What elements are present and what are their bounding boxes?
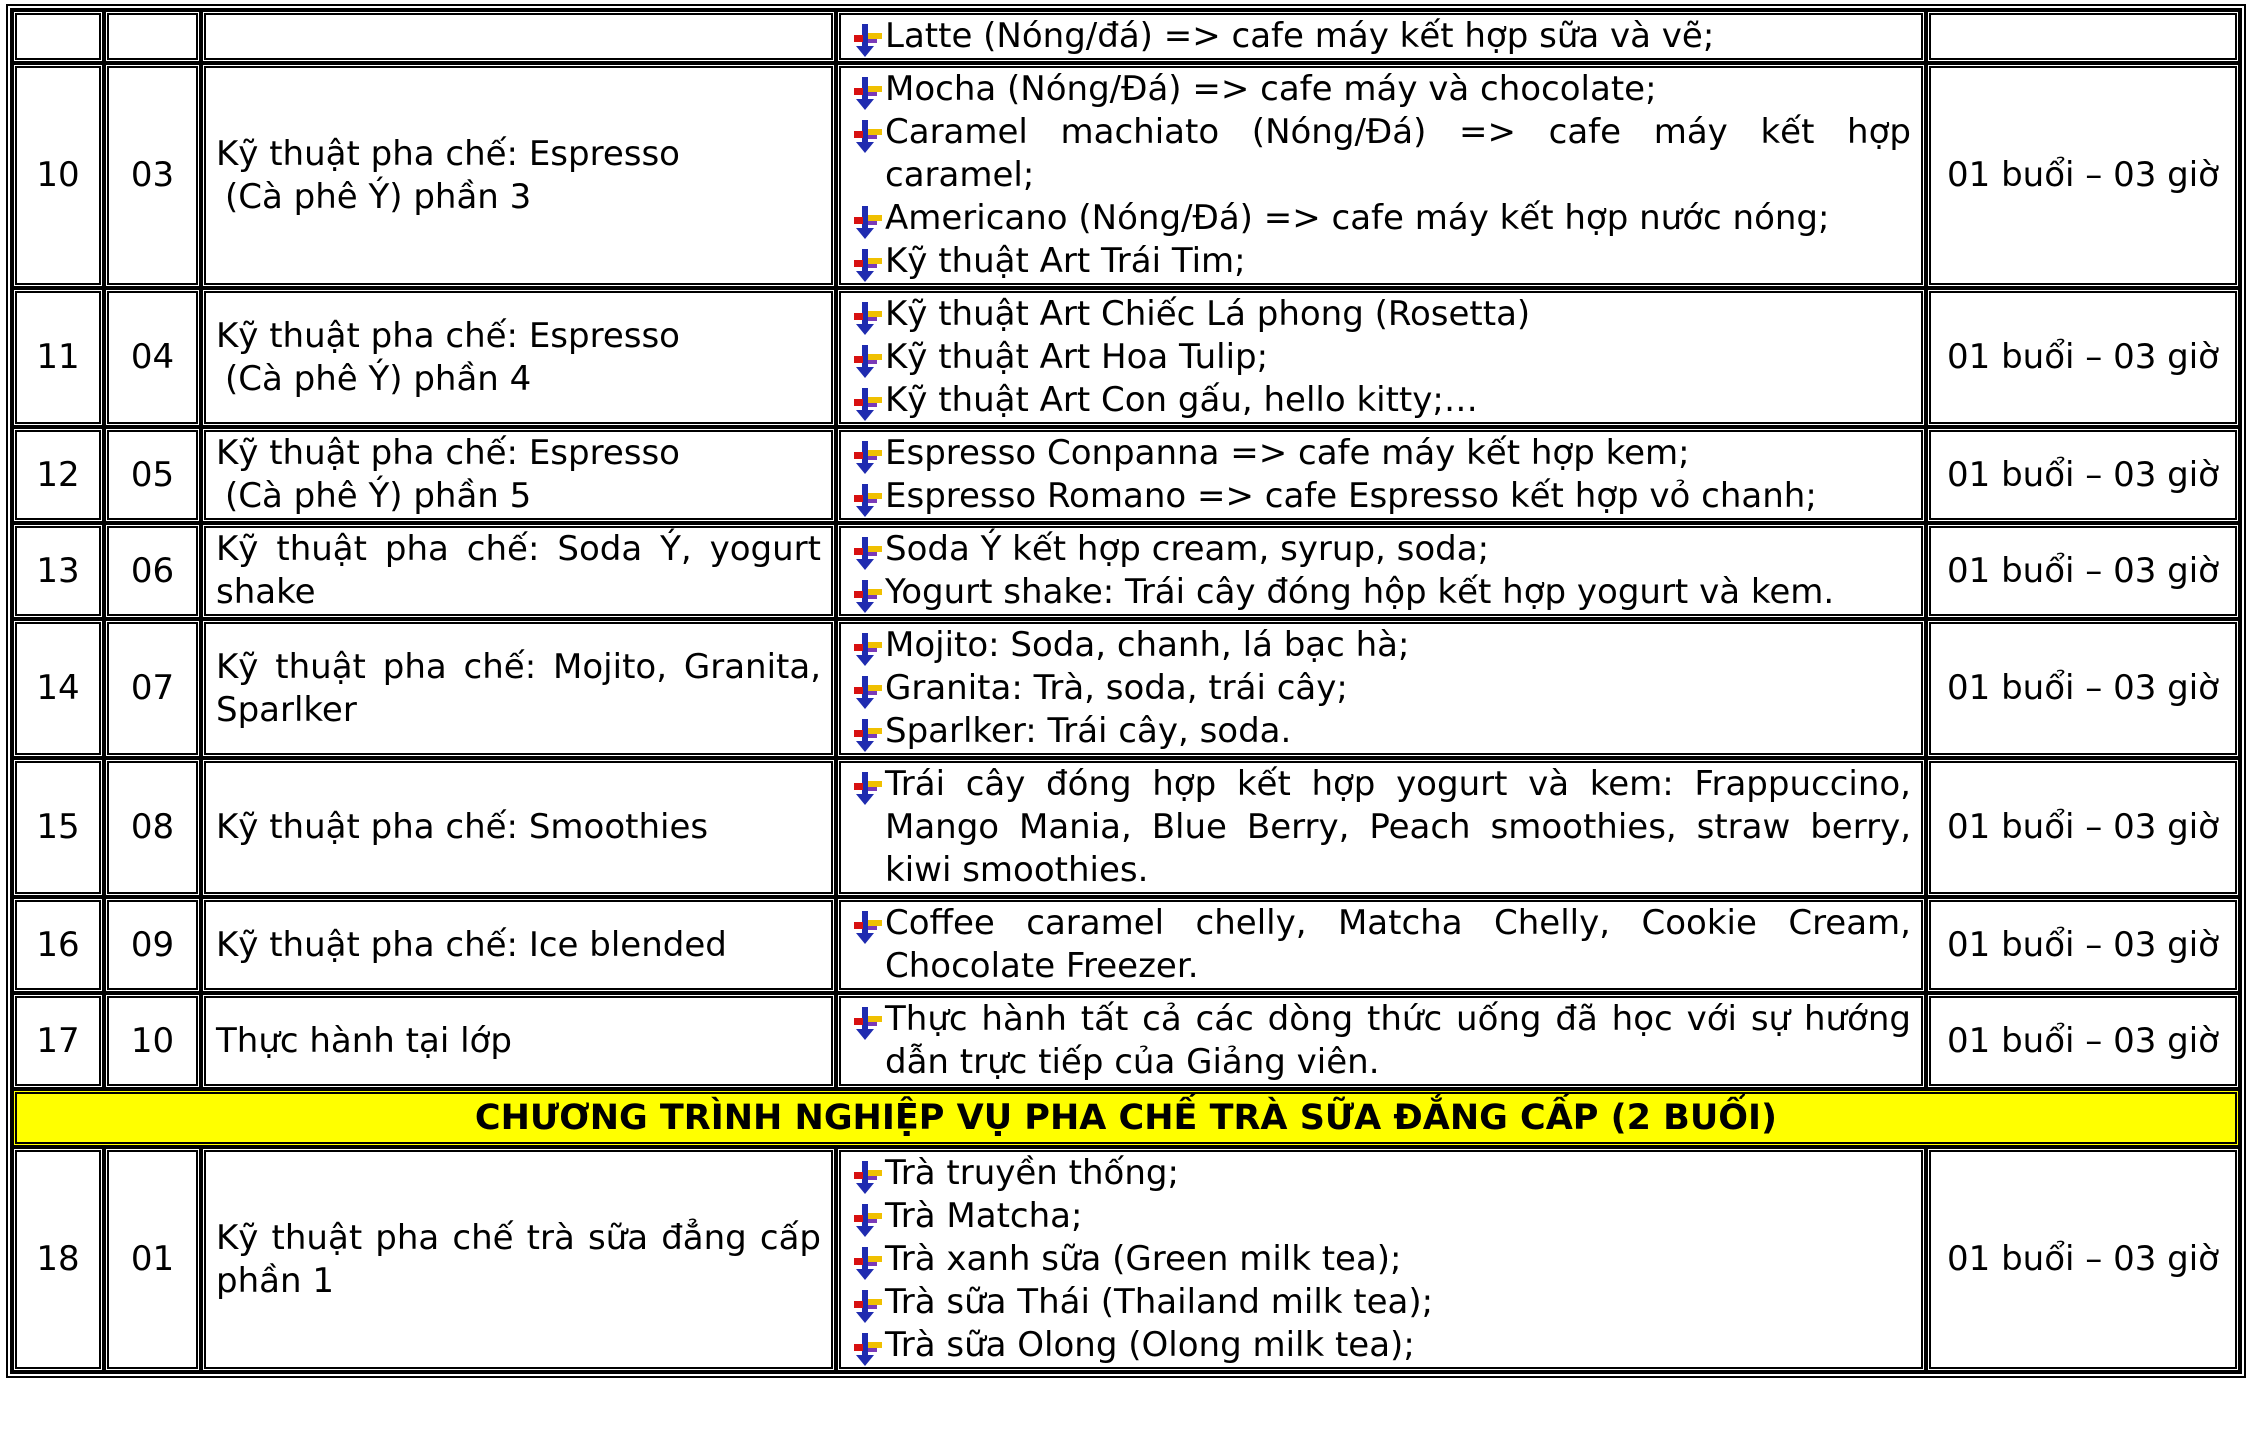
lesson-title-line: Thực hành tại lớp <box>216 1020 512 1061</box>
content-list-item <box>851 432 1911 475</box>
bullet-arrow-icon <box>851 710 885 753</box>
lesson-title-line: (Cà phê Ý) phần 4 <box>225 358 532 399</box>
content-list-item <box>851 624 1911 667</box>
lesson-title-line: Kỹ thuật pha chế: Espresso <box>216 315 680 356</box>
content-list-item <box>851 1281 1911 1324</box>
content-item-text: Espresso Conpanna => cafe máy kết hợp kem; <box>885 433 1690 473</box>
lesson-content-cell <box>836 897 1926 993</box>
content-list-item <box>851 1152 1911 1195</box>
bullet-arrow-icon <box>851 1195 885 1238</box>
content-item-text: Trà Matcha; <box>885 1196 1083 1236</box>
bullet-arrow-icon <box>851 902 885 945</box>
table-row <box>12 288 2240 427</box>
table-row <box>12 1147 2240 1372</box>
lesson-content-cell <box>836 758 1926 897</box>
lesson-title-cell <box>201 619 836 758</box>
bullet-arrow-icon <box>851 432 885 475</box>
lesson-content-cell <box>836 993 1926 1089</box>
content-list-item <box>851 240 1911 283</box>
duration-cell: 01 buổi – 03 giờ <box>1926 758 2240 897</box>
bullet-arrow-icon <box>851 998 885 1041</box>
content-item-text: Espresso Romano => cafe Espresso kết hợp vỏ chanh; <box>885 476 1817 516</box>
table-row <box>12 10 2240 63</box>
content-item-text: Trái cây đóng hợp kết hợp yogurt và kem: Frappuccino, Mango Mania, Blue Berry, Peach smoothies, straw berry, kiwi smoothies. <box>885 764 1911 890</box>
table-row <box>12 619 2240 758</box>
lesson-number-cell: 06 <box>104 523 201 619</box>
lesson-title-line: Kỹ thuật pha chế: Soda Ý, yogurt shake <box>216 529 821 612</box>
content-list-item <box>851 710 1911 753</box>
content-list-item <box>851 68 1911 111</box>
duration-cell: 01 buổi – 03 giờ <box>1926 523 2240 619</box>
row-index-cell: 14 <box>12 619 104 758</box>
lesson-title-cell <box>201 427 836 523</box>
content-item-text: Kỹ thuật Art Con gấu, hello kitty;… <box>885 380 1478 420</box>
duration-cell: 01 buổi – 03 giờ <box>1926 897 2240 993</box>
content-list-item <box>851 293 1911 336</box>
row-index-cell: 16 <box>12 897 104 993</box>
lesson-title-cell <box>201 758 836 897</box>
bullet-arrow-icon <box>851 240 885 283</box>
content-list-item <box>851 528 1911 571</box>
content-item-text: Trà sữa Olong (Olong milk tea); <box>885 1325 1415 1365</box>
lesson-title-line: (Cà phê Ý) phần 5 <box>225 476 532 516</box>
bullet-arrow-icon <box>851 571 885 614</box>
section-title: CHƯƠNG TRÌNH NGHIỆP VỤ PHA CHẾ TRÀ SỮA ĐẲNG CẤP (2 BUỔI) <box>12 1089 2240 1147</box>
duration-cell: 01 buổi – 03 giờ <box>1926 288 2240 427</box>
content-item-text: Sparlker: Trái cây, soda. <box>885 711 1292 751</box>
lesson-number-cell: 10 <box>104 993 201 1089</box>
content-item-text: Yogurt shake: Trái cây đóng hộp kết hợp yogurt và kem. <box>885 572 1835 612</box>
lesson-content-cell <box>836 63 1926 288</box>
bullet-arrow-icon <box>851 197 885 240</box>
content-item-text: Caramel machiato (Nóng/Đá) => cafe máy kết hợp caramel; <box>885 112 1911 195</box>
lesson-content-cell <box>836 619 1926 758</box>
content-list-item <box>851 15 1911 58</box>
bullet-arrow-icon <box>851 1281 885 1324</box>
row-index-cell: 10 <box>12 63 104 288</box>
bullet-arrow-icon <box>851 528 885 571</box>
bullet-arrow-icon <box>851 336 885 379</box>
duration-cell: 01 buổi – 03 giờ <box>1926 427 2240 523</box>
lesson-title-line: Kỹ thuật pha chế: Ice blended <box>216 924 727 965</box>
lesson-title-line: (Cà phê Ý) phần 3 <box>225 176 532 217</box>
bullet-arrow-icon <box>851 15 885 58</box>
content-list-item <box>851 379 1911 422</box>
row-index-cell: 17 <box>12 993 104 1089</box>
lesson-title-cell <box>201 10 836 63</box>
bullet-arrow-icon <box>851 1324 885 1367</box>
duration-cell: 01 buổi – 03 giờ <box>1926 63 2240 288</box>
bullet-arrow-icon <box>851 763 885 806</box>
table-row <box>12 523 2240 619</box>
lesson-title-line: Kỹ thuật pha chế: Mojito, Granita, Sparlker <box>216 646 821 730</box>
content-item-text: Soda Ý kết hợp cream, syrup, soda; <box>885 529 1490 569</box>
bullet-arrow-icon <box>851 68 885 111</box>
lesson-number-cell <box>104 10 201 63</box>
content-list-item <box>851 902 1911 988</box>
content-item-text: Kỹ thuật Art Chiếc Lá phong (Rosetta) <box>885 294 1531 334</box>
content-item-text: Coffee caramel chelly, Matcha Chelly, Cookie Cream, Chocolate Freezer. <box>885 903 1911 986</box>
lesson-title-cell <box>201 897 836 993</box>
lesson-number-cell: 07 <box>104 619 201 758</box>
content-list-item <box>851 475 1911 518</box>
content-list-item <box>851 571 1911 614</box>
content-item-text: Trà sữa Thái (Thailand milk tea); <box>885 1282 1434 1322</box>
content-list-item <box>851 667 1911 710</box>
lesson-title-line: Kỹ thuật pha chế: Espresso <box>216 133 680 174</box>
lesson-number-cell: 03 <box>104 63 201 288</box>
content-item-text: Kỹ thuật Art Hoa Tulip; <box>885 337 1269 377</box>
row-index-cell: 13 <box>12 523 104 619</box>
content-item-text: Mocha (Nóng/Đá) => cafe máy và chocolate; <box>885 69 1657 109</box>
content-list-item <box>851 336 1911 379</box>
lesson-title-cell <box>201 993 836 1089</box>
duration-cell: 01 buổi – 03 giờ <box>1926 619 2240 758</box>
lesson-content-cell <box>836 288 1926 427</box>
lesson-title-cell <box>201 1147 836 1372</box>
lesson-content-cell <box>836 10 1926 63</box>
lesson-title-line: Kỹ thuật pha chế trà sữa đẳng cấp phần 1 <box>216 1217 821 1301</box>
lesson-title-cell <box>201 63 836 288</box>
content-item-text: Trà xanh sữa (Green milk tea); <box>885 1239 1402 1279</box>
lesson-number-cell: 09 <box>104 897 201 993</box>
lesson-title-cell <box>201 523 836 619</box>
bullet-arrow-icon <box>851 293 885 336</box>
bullet-arrow-icon <box>851 667 885 710</box>
content-list-item <box>851 197 1911 240</box>
lesson-title-line: Kỹ thuật pha chế: Espresso <box>216 433 680 473</box>
content-item-text: Mojito: Soda, chanh, lá bạc hà; <box>885 625 1410 665</box>
lesson-content-cell <box>836 1147 1926 1372</box>
bullet-arrow-icon <box>851 1238 885 1281</box>
bullet-arrow-icon <box>851 1152 885 1195</box>
course-schedule-table <box>6 4 2246 1378</box>
lesson-content-cell <box>836 523 1926 619</box>
lesson-content-cell <box>836 427 1926 523</box>
table-row <box>12 427 2240 523</box>
content-item-text: Latte (Nóng/đá) => cafe máy kết hợp sữa và vẽ; <box>885 16 1715 56</box>
content-list-item <box>851 1238 1911 1281</box>
lesson-title-cell <box>201 288 836 427</box>
content-item-text: Granita: Trà, soda, trái cây; <box>885 668 1348 708</box>
duration-cell: 01 buổi – 03 giờ <box>1926 993 2240 1089</box>
content-list-item <box>851 1195 1911 1238</box>
schedule-body <box>12 10 2240 1372</box>
content-list-item <box>851 998 1911 1084</box>
bullet-arrow-icon <box>851 475 885 518</box>
table-row <box>12 758 2240 897</box>
bullet-arrow-icon <box>851 379 885 422</box>
row-index-cell: 18 <box>12 1147 104 1372</box>
section-header-row <box>12 1089 2240 1147</box>
content-item-text: Kỹ thuật Art Trái Tim; <box>885 241 1246 281</box>
lesson-title-line: Kỹ thuật pha chế: Smoothies <box>216 807 709 847</box>
content-list-item <box>851 111 1911 197</box>
row-index-cell: 12 <box>12 427 104 523</box>
content-list-item <box>851 763 1911 892</box>
row-index-cell <box>12 10 104 63</box>
content-item-text: Thực hành tất cả các dòng thức uống đã học với sự hướng dẫn trực tiếp của Giảng viên. <box>885 999 1911 1082</box>
row-index-cell: 11 <box>12 288 104 427</box>
lesson-number-cell: 04 <box>104 288 201 427</box>
bullet-arrow-icon <box>851 111 885 154</box>
lesson-number-cell: 05 <box>104 427 201 523</box>
content-list-item <box>851 1324 1911 1367</box>
content-item-text: Americano (Nóng/Đá) => cafe máy kết hợp nước nóng; <box>885 198 1830 238</box>
lesson-number-cell: 08 <box>104 758 201 897</box>
duration-cell <box>1926 10 2240 63</box>
table-row <box>12 897 2240 993</box>
bullet-arrow-icon <box>851 624 885 667</box>
row-index-cell: 15 <box>12 758 104 897</box>
content-item-text: Trà truyền thống; <box>885 1153 1179 1193</box>
lesson-number-cell: 01 <box>104 1147 201 1372</box>
table-row <box>12 63 2240 288</box>
table-row <box>12 993 2240 1089</box>
duration-cell: 01 buổi – 03 giờ <box>1926 1147 2240 1372</box>
